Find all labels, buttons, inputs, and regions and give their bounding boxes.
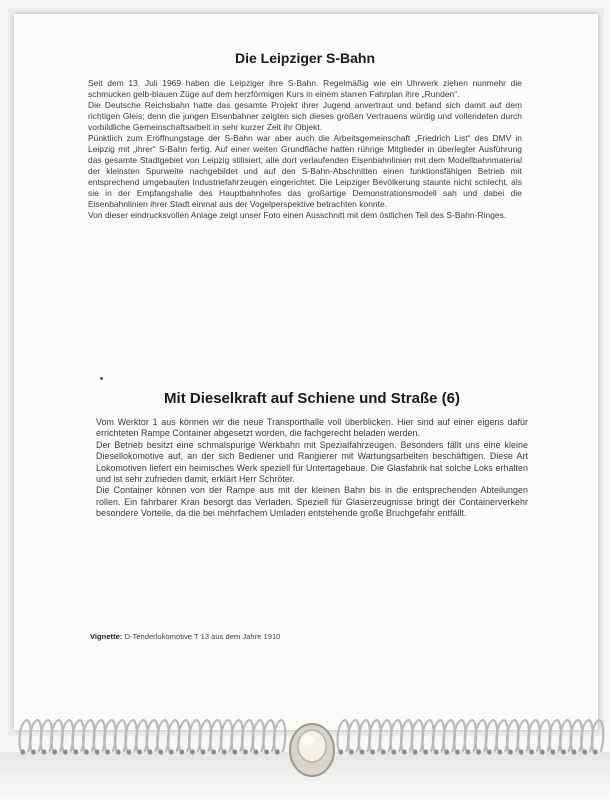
paragraph: Die Container können von der Rampe aus mit der kleinen Bahn bis in die entsprechenden Abteilungen rollen. Ein fahrbarer Kran besorgt das Verladen. Speziell für Glaserzeugnisse bringt der Containerverkehr besondere Vorteile, da die bei mehrfachem Umladen entstehende große Bruchgefahr entfällt. [96, 485, 528, 519]
binding-hole [127, 749, 131, 754]
binding-hole [572, 749, 576, 754]
section-title: Die Leipziger S-Bahn [234, 50, 376, 66]
section-title: Mit Dieselkraft auf Schiene und Straße (6) [164, 390, 460, 407]
vignette-caption [90, 632, 280, 641]
binding-hole [455, 749, 459, 754]
binding-hole [275, 749, 279, 754]
binding-hole [381, 749, 385, 754]
binding-hole [159, 749, 163, 754]
binding-hole [445, 749, 449, 754]
print-dot [100, 377, 103, 380]
binding-hole [31, 749, 35, 754]
hanger-loop-icon [290, 724, 334, 776]
binding-hole [84, 749, 88, 754]
binding-hole [402, 749, 406, 754]
binding-hole [42, 749, 46, 754]
binding-hole [190, 749, 194, 754]
binding-hole [424, 749, 428, 754]
binding-hole [519, 749, 523, 754]
binding-hole [74, 749, 78, 754]
binding-hole [392, 749, 396, 754]
binding-hole [551, 749, 555, 754]
binding-hole [95, 749, 99, 754]
paragraph: Pünktlich zum Eröffnungstage der S-Bahn war aber auch die Arbeitsgemeinschaft „Friedrich List“ des DMV in Leipzig mit „ihrer“ S-Bahn fertig. Auf einer weiten Grundfläche hatten rührige Mitglieder in überlegter Ausführung das gesamte Stadtgebiet von Leipzig stilisiert, alle dort verlaufenden Eisenbahnlinien mit dem Modellbahnmaterial der kleinsten Spurweite nachgebildet und auf den S-Bahn-Abschnitten einen funktionsfähigen Betrieb mit entsprechend umgebauten Industriefahrzeugen eingerichtet. Die Leipziger Bevölkerung staunte nicht schlecht, als sie in der Empfangshalle des Hauptbahnhofes das großartige Demonstrationsmodell sah und dabei die Eisenbahnlinien ihrer Stadt einmal aus der Vogelperspektive betrachten konnte. [88, 133, 522, 209]
section-dieselkraft [96, 390, 528, 520]
binding-hole [243, 749, 247, 754]
binding-hole [434, 749, 438, 754]
binding-hole [583, 749, 587, 754]
binding-hole [561, 749, 565, 754]
binding-hole [371, 749, 375, 754]
paragraph: Seit dem 13. Juli 1969 haben die Leipziger ihre S-Bahn. Regelmäßig wie ein Uhrwerk ziehen nunmehr die schmucken gelb-blauen Züge auf dem herzförmigen Kurs in einem starren Fahrplan ihre „Runden“. [88, 78, 522, 99]
binding-hole [53, 749, 57, 754]
section-leipziger-s-bahn [88, 50, 522, 221]
binding-hole [413, 749, 417, 754]
binding-hole [137, 749, 141, 754]
binding-hole [508, 749, 512, 754]
binding-hole [487, 749, 491, 754]
paragraph: Von dieser eindrucksvollen Anlage zeigt unser Foto einen Ausschnitt mit dem östlichen Teil des S-Bahn-Ringes. [88, 210, 507, 220]
binding-hole [169, 749, 173, 754]
binding-hole [530, 749, 534, 754]
binding-hole [180, 749, 184, 754]
paragraph: Vom Werktor 1 aus können wir die neue Transporthalle voll überblicken. Hier sind auf einer eigens dafür errichteten Rampe Container abgesetzt worden, die fachgerecht beladen werden. [96, 417, 528, 439]
vignette-label: Vignette: [90, 632, 123, 641]
binding-hole [498, 749, 502, 754]
binding-hole [593, 749, 597, 754]
vignette-text: D-Tenderlokomotive T 13 aus dem Jahre 1910 [124, 632, 281, 641]
binding-hole [265, 749, 269, 754]
binding-hole [339, 749, 343, 754]
binding-hole [148, 749, 152, 754]
binding-hole [116, 749, 120, 754]
binding-hole [106, 749, 110, 754]
binding-hole [222, 749, 226, 754]
binding-hole [201, 749, 205, 754]
paragraph: Die Deutsche Reichsbahn hatte das gesamte Projekt ihrer Jugend anvertraut und befand sich damit auf dem richtigen Gleis; denn die jungen Eisenbahner zeigten sich dieses großen Vertrauens würdig und vollendeten durch vorbildliche Gemeinschaftsarbeit in sehr kurzer Zeit ihr Objekt. [88, 100, 522, 132]
binding-hole [466, 749, 470, 754]
binding-hole [349, 749, 353, 754]
binding-hole [540, 749, 544, 754]
binding-hole [212, 749, 216, 754]
binding-hole [360, 749, 364, 754]
binding-hole [233, 749, 237, 754]
paragraph: Der Betrieb besitzt eine schmalspurige Werkbahn mit Spezialfahrzeugen. Besonders fällt uns eine kleine Diesellokomotive auf, an der sich Bediener und Rangierer mit Wartungsarbeiten beschäftigen. Diese Art Lokomotiven liefert ein heimisches Werk speziell für Untertagebaue. Die Glasfabrik hat solche Loks erhalten und ist sehr zufrieden damit, erklärt Herr Schröter. [96, 439, 528, 485]
binding-hole [21, 749, 25, 754]
binding-hole [254, 749, 258, 754]
binding-hole [477, 749, 481, 754]
spiral-binding-icon [0, 712, 610, 800]
binding-hole [63, 749, 67, 754]
